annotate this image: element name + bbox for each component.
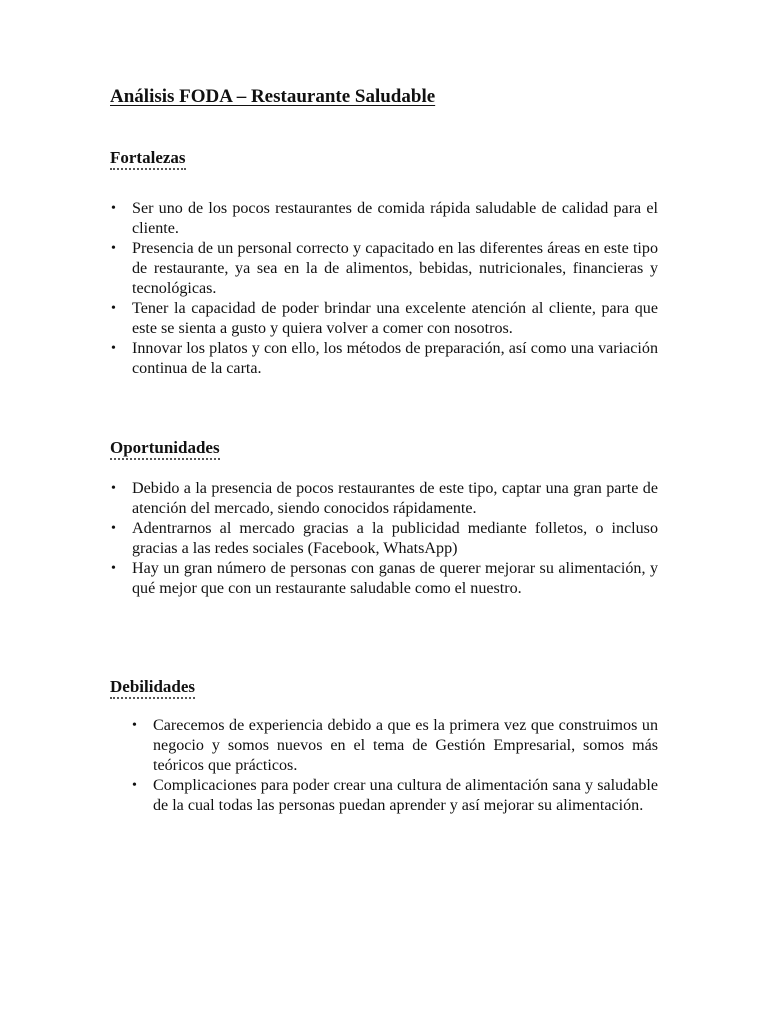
list-item (131, 716, 658, 776)
page-title: Análisis FODA – Restaurante Saludable (110, 86, 436, 107)
list-item (110, 299, 658, 339)
list-item (131, 776, 658, 816)
list-item-text: Presencia de un personal correcto y capacitado en las diferentes áreas en este tipo de restaurante, ya sea en la de alimentos, bebidas, nutricionales, financieras y tecnológicas. (132, 240, 658, 297)
bullet-icon: • (111, 481, 116, 496)
bullet-icon: • (111, 341, 116, 356)
list-item-text: Carecemos de experiencia debido a que es la primera vez que construimos un negocio y somos nuevos en el tema de Gestión Empresarial, somos más teóricos que prácticos. (153, 717, 658, 774)
debilidades-list (131, 716, 658, 816)
list-item-text: Debido a la presencia de pocos restaurantes de este tipo, captar una gran parte de atención del mercado, siendo conocidos rápidamente. (132, 480, 658, 517)
list-item (110, 199, 658, 239)
bullet-icon: • (111, 521, 116, 536)
list-item (110, 519, 658, 559)
list-item-text: Tener la capacidad de poder brindar una excelente atención al cliente, para que este se sienta a gusto y quiera volver a comer con nosotros. (132, 300, 658, 337)
fortalezas-list (110, 199, 658, 379)
list-item (110, 339, 658, 379)
list-item-text: Innovar los platos y con ello, los métodos de preparación, así como una variación continua de la carta. (132, 340, 658, 377)
bullet-icon: • (111, 561, 116, 576)
bullet-icon: • (132, 718, 137, 733)
list-item-text: Adentrarnos al mercado gracias a la publicidad mediante folletos, o incluso gracias a las redes sociales (Facebook, WhatsApp) (132, 520, 658, 557)
list-item (110, 559, 658, 599)
list-item-text: Hay un gran número de personas con ganas de querer mejorar su alimentación, y qué mejor que con un restaurante saludable como el nuestro. (132, 560, 658, 597)
section-heading-fortalezas: Fortalezas (110, 148, 186, 170)
list-item (110, 479, 658, 519)
list-item (110, 239, 658, 299)
oportunidades-list (110, 479, 658, 599)
section-heading-oportunidades: Oportunidades (110, 438, 220, 460)
section-heading-debilidades: Debilidades (110, 677, 195, 699)
list-item-text: Ser uno de los pocos restaurantes de comida rápida saludable de calidad para el cliente. (132, 200, 658, 237)
bullet-icon: • (111, 301, 116, 316)
bullet-icon: • (111, 241, 116, 256)
bullet-icon: • (132, 778, 137, 793)
list-item-text: Complicaciones para poder crear una cultura de alimentación sana y saludable de la cual todas las personas puedan aprender y así mejorar su alimentación. (153, 777, 658, 814)
bullet-icon: • (111, 201, 116, 216)
